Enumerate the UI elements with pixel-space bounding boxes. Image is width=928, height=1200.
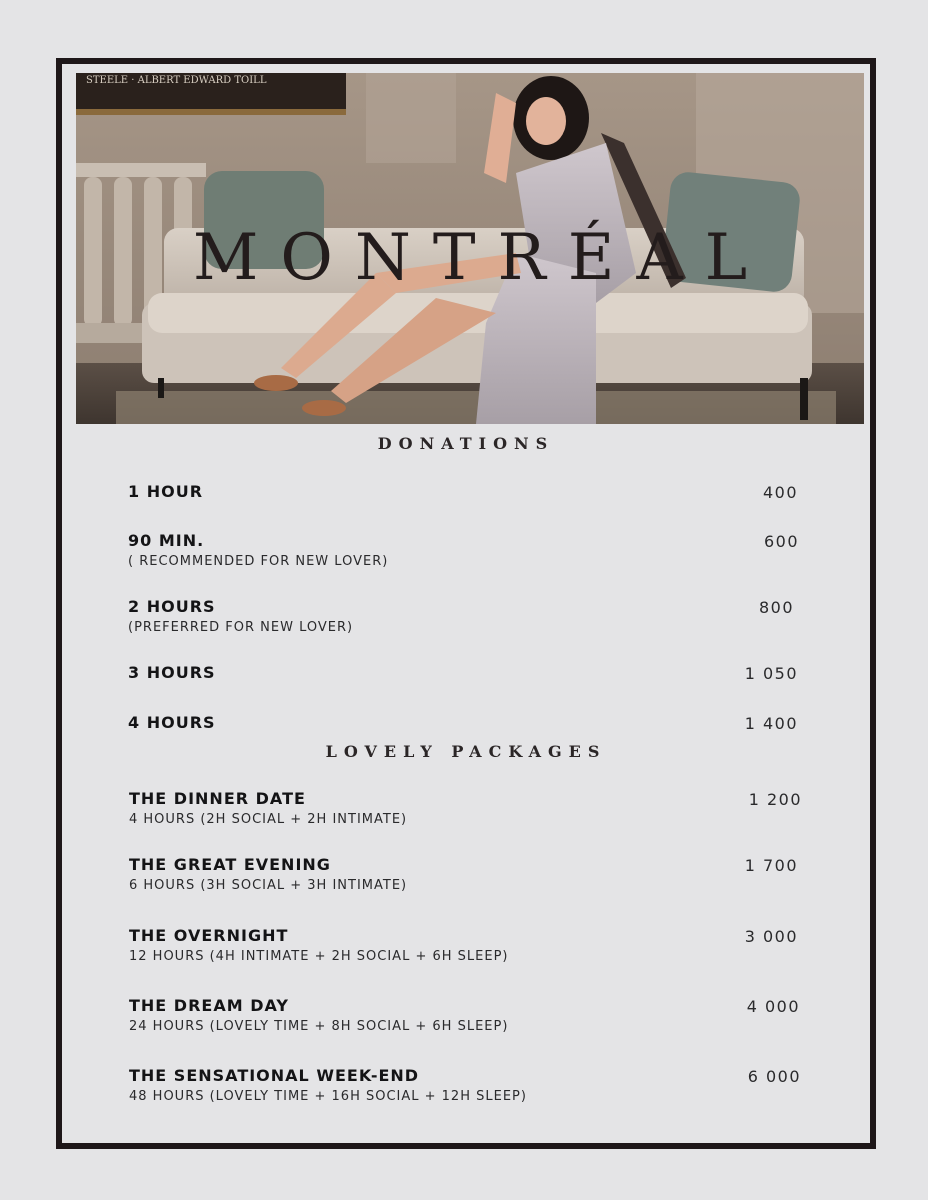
donation-price: 1 050 (744, 664, 798, 683)
donation-name: 2 HOURS (128, 597, 216, 616)
package-name: THE DREAM DAY (129, 996, 289, 1015)
package-price: 3 000 (744, 927, 798, 946)
package-price: 1 700 (744, 856, 798, 875)
city-title: MONTRÉAL (192, 221, 770, 295)
package-note: 24 HOURS (LOVELY TIME + 8H SOCIAL + 6H SLEEP) (129, 1019, 509, 1034)
donation-name: 90 MIN. (128, 531, 205, 550)
donation-price: 800 (758, 598, 794, 617)
packages-title: LOVELY PACKAGES (325, 742, 607, 761)
package-name: THE OVERNIGHT (129, 926, 289, 945)
donation-price: 600 (763, 532, 799, 551)
donation-name: 1 HOUR (128, 482, 204, 501)
package-note: 48 HOURS (LOVELY TIME + 16H SOCIAL + 12H SLEEP) (129, 1089, 527, 1104)
package-name: THE DINNER DATE (129, 789, 306, 808)
sign-text: STEELE · ALBERT EDWARD TOILL (86, 75, 267, 86)
package-price: 1 200 (748, 790, 802, 809)
hero-photo (76, 73, 864, 424)
donation-note: (PREFERRED FOR NEW LOVER) (128, 620, 354, 635)
package-name: THE SENSATIONAL WEEK-END (129, 1066, 420, 1085)
donations-title: DONATIONS (377, 434, 555, 453)
donation-name: 4 HOURS (128, 713, 216, 732)
package-note: 12 HOURS (4H INTIMATE + 2H SOCIAL + 6H SLEEP) (129, 949, 509, 964)
donation-name: 3 HOURS (128, 663, 216, 682)
price-list-card (56, 58, 876, 1149)
donation-price: 1 400 (744, 714, 798, 733)
package-note: 4 HOURS (2H SOCIAL + 2H INTIMATE) (129, 812, 408, 827)
package-note: 6 HOURS (3H SOCIAL + 3H INTIMATE) (129, 878, 408, 893)
package-name: THE GREAT EVENING (129, 855, 331, 874)
package-price: 6 000 (747, 1067, 801, 1086)
donation-note: ( RECOMMENDED FOR NEW LOVER) (128, 554, 389, 569)
donation-price: 400 (762, 483, 798, 502)
package-price: 4 000 (746, 997, 800, 1016)
